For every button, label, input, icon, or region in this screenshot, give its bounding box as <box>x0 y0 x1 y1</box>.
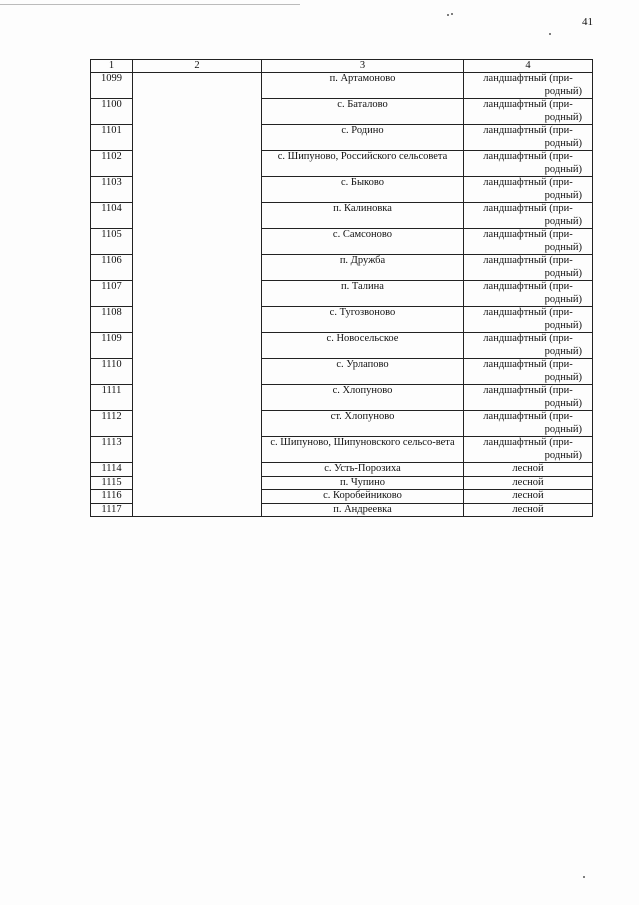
monument-type-line: ландшафтный (при- <box>483 411 573 422</box>
data-table <box>90 59 593 517</box>
monument-type <box>464 359 593 385</box>
place-name: с. Шипуново, Шипуновского сельсо-вета <box>262 437 464 463</box>
monument-type-line: лесной <box>512 503 544 515</box>
monument-type <box>464 125 593 151</box>
monument-type <box>464 490 593 504</box>
row-number: 1109 <box>91 333 133 359</box>
monument-type <box>464 281 593 307</box>
place-name: с. Шипуново, Российского сельсовета <box>262 151 464 177</box>
place-name: с. Урлапово <box>262 359 464 385</box>
place-name: с. Самсоново <box>262 229 464 255</box>
monument-type-line: ландшафтный (при- <box>483 99 573 110</box>
place-name: п. Талина <box>262 281 464 307</box>
row-number: 1105 <box>91 229 133 255</box>
monument-type <box>464 99 593 125</box>
monument-type-line: родный) <box>544 267 582 279</box>
table-body <box>91 73 593 517</box>
row-number: 1113 <box>91 437 133 463</box>
monument-type-line: ландшафтный (при- <box>483 307 573 318</box>
monument-type-line: родный) <box>544 449 582 461</box>
monument-type-line: ландшафтный (при- <box>483 151 573 162</box>
place-name: с. Коробейниково <box>262 490 464 504</box>
monument-type <box>464 203 593 229</box>
monument-type <box>464 333 593 359</box>
row-number: 1104 <box>91 203 133 229</box>
column-header: 3 <box>262 60 464 73</box>
monument-type-line: родный) <box>544 85 582 97</box>
row-number: 1111 <box>91 385 133 411</box>
top-rule <box>0 4 300 5</box>
scan-speck <box>583 876 585 878</box>
monument-type <box>464 463 593 477</box>
place-name: с. Усть-Порозиха <box>262 463 464 477</box>
monument-type-line: родный) <box>544 241 582 253</box>
monument-type-line: лесной <box>512 476 544 488</box>
monument-type-line: родный) <box>544 163 582 175</box>
monument-type <box>464 229 593 255</box>
monument-type <box>464 177 593 203</box>
empty-column-cell <box>133 73 262 517</box>
scan-speck <box>451 13 453 15</box>
monument-type <box>464 411 593 437</box>
place-name: с. Хлопуново <box>262 385 464 411</box>
monument-type-line: родный) <box>544 397 582 409</box>
page-number: 41 <box>582 16 593 28</box>
monument-type <box>464 151 593 177</box>
monument-type <box>464 437 593 463</box>
row-number: 1108 <box>91 307 133 333</box>
place-name: п. Андреевка <box>262 503 464 517</box>
row-number: 1106 <box>91 255 133 281</box>
monument-type-line: ландшафтный (при- <box>483 255 573 266</box>
place-name: п. Чупино <box>262 476 464 490</box>
monument-type-line: родный) <box>544 215 582 227</box>
monument-type <box>464 73 593 99</box>
monument-type-line: ландшафтный (при- <box>483 359 573 370</box>
place-name: с. Баталово <box>262 99 464 125</box>
row-number: 1102 <box>91 151 133 177</box>
place-name: п. Калиновка <box>262 203 464 229</box>
place-name: с. Быково <box>262 177 464 203</box>
monument-type-line: ландшафтный (при- <box>483 281 573 292</box>
column-header: 1 <box>91 60 133 73</box>
monument-type-line: лесной <box>512 463 544 474</box>
monument-type-line: ландшафтный (при- <box>483 437 573 448</box>
monument-type <box>464 307 593 333</box>
row-number: 1112 <box>91 411 133 437</box>
place-name: с. Тугозвоново <box>262 307 464 333</box>
row-number: 1110 <box>91 359 133 385</box>
scan-speck <box>549 33 551 35</box>
monument-type <box>464 385 593 411</box>
monument-type-line: ландшафтный (при- <box>483 177 573 188</box>
monument-type <box>464 503 593 517</box>
monument-type-line: родный) <box>544 293 582 305</box>
row-number: 1117 <box>91 503 133 517</box>
monument-type-line: ландшафтный (при- <box>483 73 573 84</box>
monument-type-line: ландшафтный (при- <box>483 203 573 214</box>
monument-type-line: ландшафтный (при- <box>483 385 573 396</box>
place-name: ст. Хлопуново <box>262 411 464 437</box>
place-name: п. Дружба <box>262 255 464 281</box>
row-number: 1101 <box>91 125 133 151</box>
table-row <box>91 73 593 99</box>
row-number: 1099 <box>91 73 133 99</box>
monument-type-line: родный) <box>544 319 582 331</box>
monument-type-line: родный) <box>544 423 582 435</box>
place-name: с. Родино <box>262 125 464 151</box>
row-number: 1115 <box>91 476 133 490</box>
monument-type-line: ландшафтный (при- <box>483 333 573 344</box>
monument-type-line: родный) <box>544 371 582 383</box>
monument-type-line: лесной <box>512 490 544 501</box>
place-name: с. Новосельское <box>262 333 464 359</box>
monument-type-line: родный) <box>544 137 582 149</box>
column-header: 2 <box>133 60 262 73</box>
row-number: 1116 <box>91 490 133 504</box>
scan-speck <box>447 14 449 16</box>
row-number: 1107 <box>91 281 133 307</box>
monument-type <box>464 255 593 281</box>
monument-type-line: ландшафтный (при- <box>483 229 573 240</box>
row-number: 1114 <box>91 463 133 477</box>
place-name: п. Артамоново <box>262 73 464 99</box>
row-number: 1103 <box>91 177 133 203</box>
monument-type-line: родный) <box>544 111 582 123</box>
monument-type-line: родный) <box>544 345 582 357</box>
monument-type-line: родный) <box>544 189 582 201</box>
table-header-row <box>91 60 593 73</box>
monument-type-line: ландшафтный (при- <box>483 125 573 136</box>
column-header: 4 <box>464 60 593 73</box>
row-number: 1100 <box>91 99 133 125</box>
monument-type <box>464 476 593 490</box>
